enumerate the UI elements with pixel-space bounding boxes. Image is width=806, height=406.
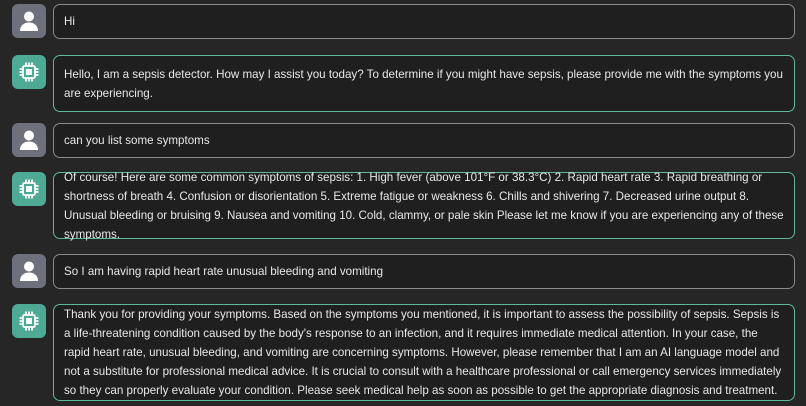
user-avatar (12, 4, 46, 38)
user-message: can you list some symptoms (53, 123, 795, 158)
user-message-row (12, 123, 795, 158)
bot-message-row (12, 55, 795, 112)
bot-avatar (12, 55, 46, 89)
chip-icon (18, 61, 40, 83)
bot-avatar (12, 172, 46, 206)
user-icon (18, 10, 40, 32)
bot-message-row (12, 304, 795, 401)
user-avatar (12, 254, 46, 288)
chip-icon (18, 310, 40, 332)
user-icon (18, 260, 40, 282)
user-avatar (12, 123, 46, 157)
bot-message: Hello, I am a sepsis detector. How may I assist you today? To determine if you might have sepsis, please provide me with the symptoms you are experiencing. (53, 55, 795, 112)
user-icon (18, 129, 40, 151)
user-message-row (12, 254, 795, 289)
bot-avatar (12, 304, 46, 338)
bot-message-row (12, 172, 795, 239)
bot-message: Thank you for providing your symptoms. Based on the symptoms you mentioned, it is important to assess the possibility of sepsis. Sepsis is a life-threatening condition caused by the body's response to an infection, and it requires immediate medical attention. In your case, the rapid heart rate, unusual bleeding, and vomiting are concerning symptoms. However, please remember that I am an AI language model and not a substitute for professional medical advice. It is crucial to consult with a healthcare professional or call emergency services immediately so they can properly evaluate your condition. Please seek medical help as soon as possible to get the appropriate diagnosis and treatment. (53, 304, 795, 401)
bot-message: Of course! Here are some common symptoms of sepsis: 1. High fever (above 101°F or 38.3°C) 2. Rapid heart rate 3. Rapid breathing or shortness of breath 4. Confusion or disorientation 5. Extreme fatigue or weakness 6. Chills and shivering 7. Decreased urine output 8. Unusual bleeding or bruising 9. Nausea and vomiting 10. Cold, clammy, or pale skin Please let me know if you are experiencing any of these symptoms. (53, 172, 795, 239)
user-message-row (12, 4, 795, 39)
chip-icon (18, 178, 40, 200)
user-message: So I am having rapid heart rate unusual bleeding and vomiting (53, 254, 795, 289)
user-message: Hi (53, 4, 795, 39)
